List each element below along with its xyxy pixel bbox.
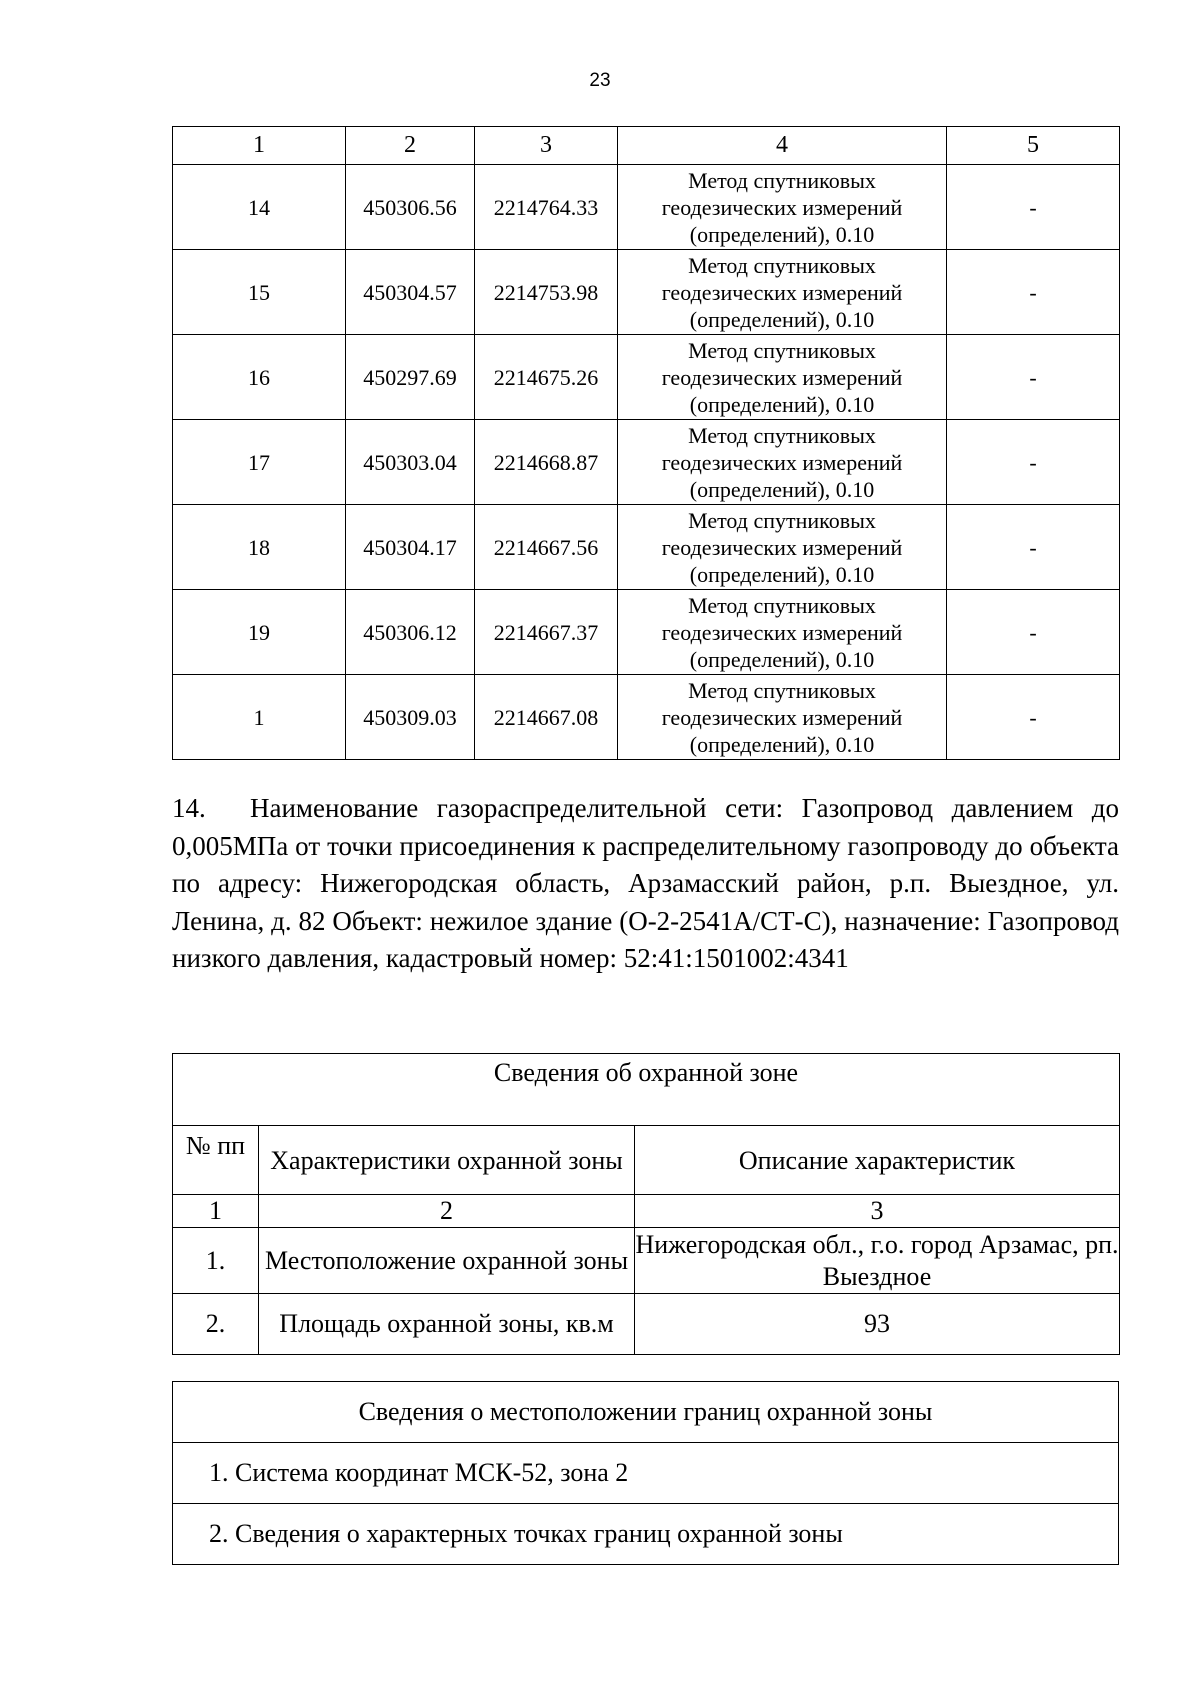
header-cell: 3 bbox=[475, 127, 618, 165]
method-cell bbox=[618, 505, 947, 590]
x-coordinate: 450309.03 bbox=[346, 675, 475, 760]
x-coordinate: 450304.17 bbox=[346, 505, 475, 590]
method-line: геодезических измерений bbox=[661, 704, 903, 730]
x-coordinate: 450297.69 bbox=[346, 335, 475, 420]
method-cell bbox=[618, 335, 947, 420]
method-line: (определений), 0.10 bbox=[689, 476, 875, 502]
method-line: геодезических измерений bbox=[661, 449, 903, 475]
y-coordinate: 2214753.98 bbox=[475, 250, 618, 335]
note-cell: - bbox=[947, 420, 1120, 505]
x-coordinate: 450304.57 bbox=[346, 250, 475, 335]
method-line: (определений), 0.10 bbox=[689, 561, 875, 587]
method-line: геодезических измерений bbox=[661, 194, 903, 220]
list-item: 2. Сведения о характерных точках границ охранной зоны bbox=[173, 1504, 1119, 1565]
method-line: Метод спутниковых bbox=[688, 167, 876, 193]
header-cell: 4 bbox=[618, 127, 947, 165]
index-cell: 3 bbox=[635, 1195, 1120, 1228]
section-text: Наименование газораспределительной сети: Газопровод давлением до 0,005МПа от точки присоединения к распределительному газопроводу до объекта по адресу: Нижегородская область, Арзамасский район, р.п. Выездное, ул. Ленина, д. 82 Объект: нежилое здание (О-2-2541А/СТ-С), назначение: Газопровод низкого давления, кадастровый номер: 52:41:1501002:4341 bbox=[172, 793, 1119, 973]
method-line: (определений), 0.10 bbox=[689, 221, 875, 247]
table-title-row bbox=[173, 1054, 1120, 1126]
table-title-row bbox=[173, 1382, 1119, 1443]
point-number: 1 bbox=[173, 675, 346, 760]
table-row bbox=[173, 335, 1120, 420]
note-cell: - bbox=[947, 505, 1120, 590]
method-line: геодезических измерений bbox=[661, 364, 903, 390]
table-row bbox=[173, 590, 1120, 675]
list-item: 1. Система координат МСК-52, зона 2 bbox=[173, 1443, 1119, 1504]
table-row bbox=[173, 675, 1120, 760]
protection-zone-table bbox=[172, 1053, 1120, 1355]
method-line: (определений), 0.10 bbox=[689, 646, 875, 672]
method-line: (определений), 0.10 bbox=[689, 306, 875, 332]
point-number: 17 bbox=[173, 420, 346, 505]
method-line: Метод спутниковых bbox=[688, 337, 876, 363]
point-number: 14 bbox=[173, 165, 346, 250]
method-line: Метод спутниковых bbox=[688, 592, 876, 618]
table-row bbox=[173, 420, 1120, 505]
method-line: Метод спутниковых bbox=[688, 252, 876, 278]
zone-location-table bbox=[172, 1381, 1119, 1565]
table-header-row bbox=[173, 1126, 1120, 1195]
note-cell: - bbox=[947, 590, 1120, 675]
y-coordinate: 2214667.08 bbox=[475, 675, 618, 760]
x-coordinate: 450306.12 bbox=[346, 590, 475, 675]
y-coordinate: 2214675.26 bbox=[475, 335, 618, 420]
method-line: (определений), 0.10 bbox=[689, 391, 875, 417]
method-line: Метод спутниковых bbox=[688, 422, 876, 448]
method-cell bbox=[618, 590, 947, 675]
note-cell: - bbox=[947, 335, 1120, 420]
table-row bbox=[173, 165, 1120, 250]
method-cell bbox=[618, 420, 947, 505]
y-coordinate: 2214764.33 bbox=[475, 165, 618, 250]
header-cell: 1 bbox=[173, 127, 346, 165]
section-paragraph bbox=[172, 790, 1119, 978]
y-coordinate: 2214667.37 bbox=[475, 590, 618, 675]
method-cell bbox=[618, 675, 947, 760]
note-cell: - bbox=[947, 250, 1120, 335]
description-cell: Нижегородская обл., г.о. город Арзамас, рп. Выездное bbox=[635, 1228, 1120, 1294]
table-row bbox=[173, 505, 1120, 590]
point-number: 19 bbox=[173, 590, 346, 675]
index-cell: 1 bbox=[173, 1195, 259, 1228]
header-cell: 2 bbox=[346, 127, 475, 165]
x-coordinate: 450303.04 bbox=[346, 420, 475, 505]
header-cell: 5 bbox=[947, 127, 1120, 165]
description-cell: 93 bbox=[635, 1294, 1120, 1355]
y-coordinate: 2214667.56 bbox=[475, 505, 618, 590]
table-header-row bbox=[173, 127, 1120, 165]
method-cell bbox=[618, 250, 947, 335]
coordinates-table bbox=[172, 126, 1120, 760]
table-row bbox=[173, 1294, 1120, 1355]
row-number: 2. bbox=[173, 1294, 259, 1355]
table-title: Сведения о местоположении границ охранной зоны bbox=[173, 1382, 1119, 1443]
page-number: 23 bbox=[589, 70, 611, 91]
row-number: 1. bbox=[173, 1228, 259, 1294]
header-cell: № пп bbox=[173, 1126, 259, 1195]
point-number: 18 bbox=[173, 505, 346, 590]
note-cell: - bbox=[947, 675, 1120, 760]
method-line: (определений), 0.10 bbox=[689, 731, 875, 757]
table-index-row bbox=[173, 1195, 1120, 1228]
method-line: Метод спутниковых bbox=[688, 507, 876, 533]
point-number: 15 bbox=[173, 250, 346, 335]
x-coordinate: 450306.56 bbox=[346, 165, 475, 250]
point-number: 16 bbox=[173, 335, 346, 420]
table-title: Сведения об охранной зоне bbox=[173, 1054, 1120, 1126]
method-line: геодезических измерений bbox=[661, 534, 903, 560]
y-coordinate: 2214668.87 bbox=[475, 420, 618, 505]
method-line: геодезических измерений bbox=[661, 279, 903, 305]
method-line: геодезических измерений bbox=[661, 619, 903, 645]
table-row bbox=[173, 1504, 1119, 1565]
table-row bbox=[173, 1228, 1120, 1294]
header-cell: Описание характеристик bbox=[635, 1126, 1120, 1195]
section-number: 14. bbox=[172, 793, 206, 823]
table-row bbox=[173, 1443, 1119, 1504]
header-cell: Характеристики охранной зоны bbox=[259, 1126, 635, 1195]
index-cell: 2 bbox=[259, 1195, 635, 1228]
table-row bbox=[173, 250, 1120, 335]
method-line: Метод спутниковых bbox=[688, 677, 876, 703]
method-cell bbox=[618, 165, 947, 250]
characteristic-cell: Местоположение охранной зоны bbox=[259, 1228, 635, 1294]
characteristic-cell: Площадь охранной зоны, кв.м bbox=[259, 1294, 635, 1355]
note-cell: - bbox=[947, 165, 1120, 250]
